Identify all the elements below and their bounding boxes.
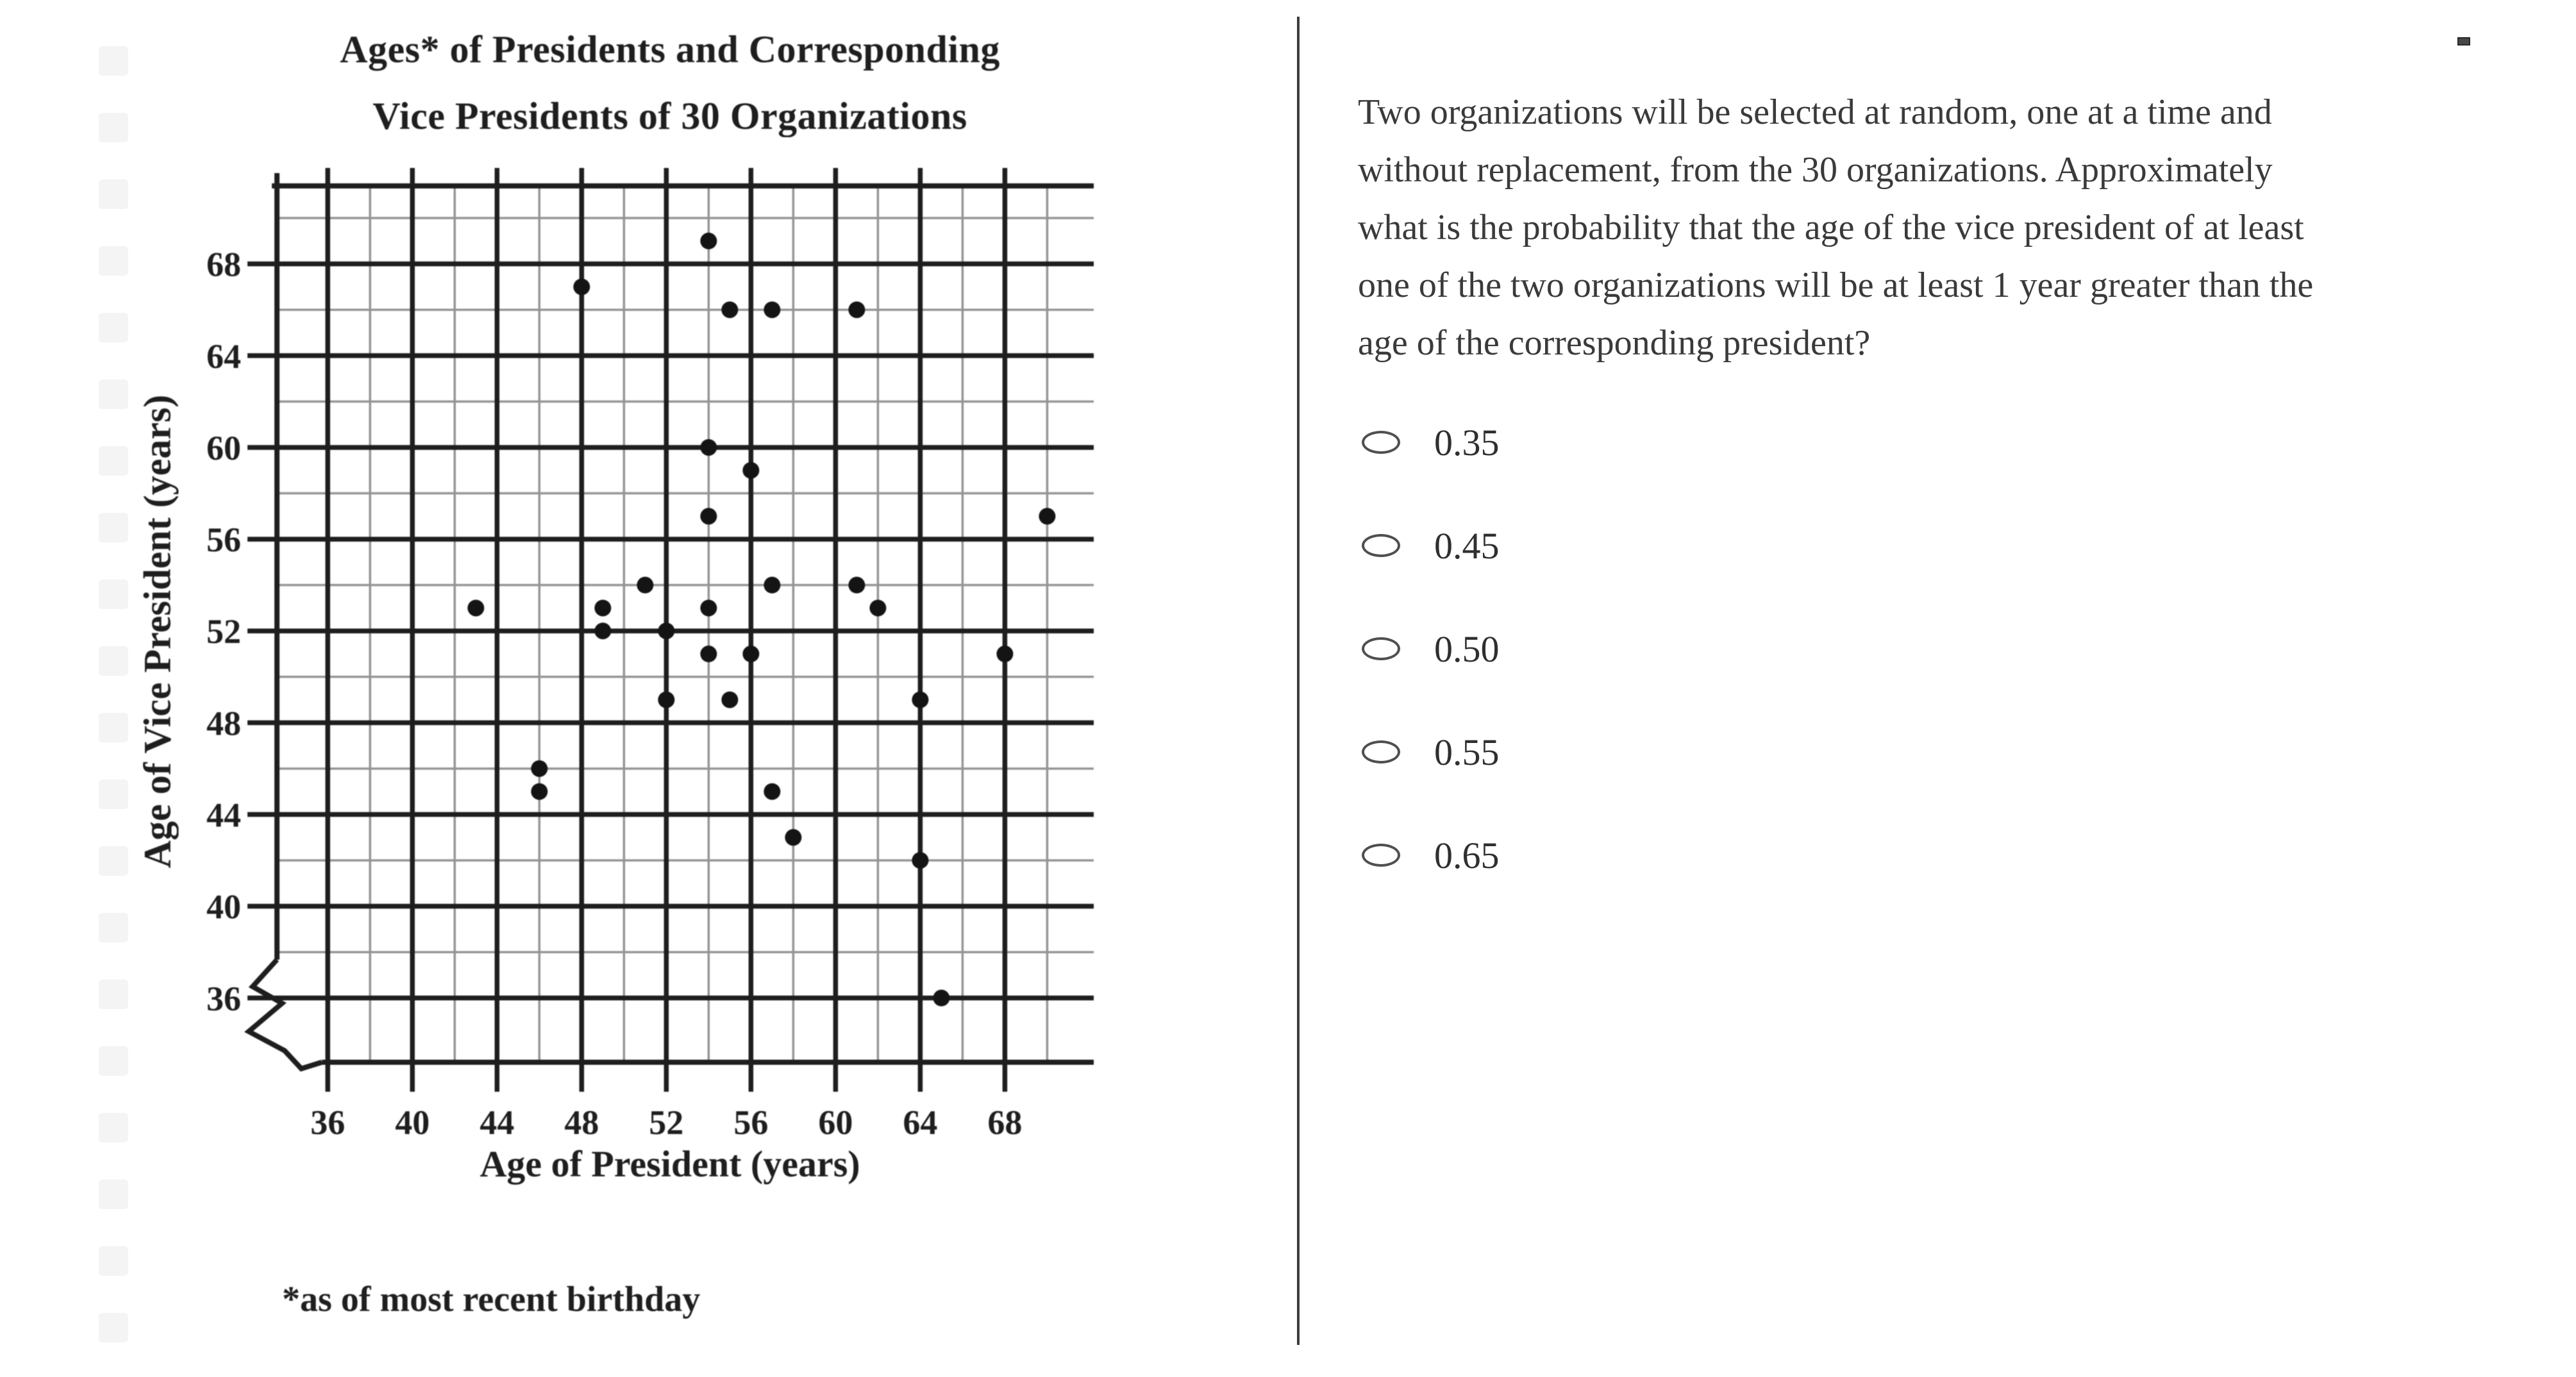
data-point bbox=[700, 439, 717, 456]
question-line-3: what is the probability that the age of the vice president of at least bbox=[1358, 208, 2304, 247]
answer-option-4[interactable] bbox=[1358, 733, 1500, 771]
radio-button-icon[interactable] bbox=[1362, 740, 1400, 764]
x-tick-label: 64 bbox=[903, 1103, 938, 1142]
data-point bbox=[912, 692, 928, 708]
chart-title-line-1: Ages* of Presidents and Corresponding bbox=[340, 28, 1000, 71]
answer-options bbox=[1358, 423, 1500, 874]
x-tick-label: 36 bbox=[310, 1103, 346, 1142]
chart-title bbox=[173, 16, 1167, 149]
answer-option-label: 0.45 bbox=[1434, 524, 1500, 567]
chart-title-line-2: Vice Presidents of 30 Organizations bbox=[372, 95, 967, 137]
data-point bbox=[467, 599, 484, 616]
data-point bbox=[742, 462, 759, 479]
radio-button-icon[interactable] bbox=[1362, 534, 1400, 557]
data-point bbox=[848, 577, 865, 594]
x-tick-label: 52 bbox=[649, 1103, 684, 1142]
x-axis-label: Age of President (years) bbox=[480, 1143, 860, 1185]
answer-option-1[interactable] bbox=[1358, 423, 1500, 462]
y-tick-label: 40 bbox=[206, 887, 241, 926]
panel-divider bbox=[1297, 17, 1300, 1345]
y-tick-label: 52 bbox=[206, 612, 241, 651]
y-tick-label: 64 bbox=[206, 337, 241, 376]
radio-button-icon[interactable] bbox=[1362, 844, 1400, 867]
data-point bbox=[594, 599, 611, 616]
data-point bbox=[933, 990, 949, 1006]
data-point bbox=[531, 783, 548, 800]
data-point bbox=[764, 301, 780, 318]
y-tick-label: 56 bbox=[206, 521, 241, 560]
x-tick-label: 40 bbox=[395, 1103, 430, 1142]
scatter-plot bbox=[194, 157, 1113, 1146]
answer-option-label: 0.35 bbox=[1434, 421, 1500, 463]
question-line-5: age of the corresponding president? bbox=[1358, 323, 1871, 363]
chart-footnote: *as of most recent birthday bbox=[282, 1280, 701, 1319]
data-point bbox=[531, 760, 548, 777]
question-text bbox=[1358, 83, 2461, 372]
x-tick-label: 68 bbox=[987, 1103, 1023, 1142]
x-tick-label: 56 bbox=[733, 1103, 769, 1142]
data-point bbox=[996, 646, 1013, 662]
answer-option-3[interactable] bbox=[1358, 630, 1500, 668]
axis-break-icon bbox=[249, 960, 322, 1069]
y-tick-label: 60 bbox=[206, 428, 241, 467]
question-line-4: one of the two organizations will be at least 1 year greater than the bbox=[1358, 265, 2314, 305]
data-point bbox=[700, 233, 717, 249]
answer-option-5[interactable] bbox=[1358, 836, 1500, 874]
question-panel bbox=[1358, 0, 2512, 1377]
radio-button-icon[interactable] bbox=[1362, 431, 1400, 454]
question-line-1: Two organizations will be selected at random, one at a time and bbox=[1358, 92, 2272, 132]
y-tick-label: 44 bbox=[206, 796, 241, 835]
data-point bbox=[785, 829, 801, 846]
y-tick-label: 48 bbox=[206, 704, 241, 743]
question-line-2: without replacement, from the 30 organizations. Approximately bbox=[1358, 150, 2273, 190]
cursor-artifact bbox=[2457, 37, 2470, 46]
data-point bbox=[848, 301, 865, 318]
answer-option-label: 0.65 bbox=[1434, 834, 1500, 876]
data-point bbox=[764, 577, 780, 594]
answer-option-label: 0.50 bbox=[1434, 628, 1500, 670]
y-tick-label: 36 bbox=[206, 979, 241, 1018]
answer-option-2[interactable] bbox=[1358, 526, 1500, 565]
data-point bbox=[742, 646, 759, 662]
data-point bbox=[721, 301, 738, 318]
data-point bbox=[658, 692, 674, 708]
answer-option-label: 0.55 bbox=[1434, 731, 1500, 773]
data-point bbox=[721, 692, 738, 708]
x-tick-label: 48 bbox=[564, 1103, 599, 1142]
data-point bbox=[700, 508, 717, 524]
data-point bbox=[594, 622, 611, 639]
data-point bbox=[573, 278, 590, 295]
data-point bbox=[700, 646, 717, 662]
y-tick-label: 68 bbox=[206, 245, 241, 284]
data-point bbox=[700, 599, 717, 616]
radio-button-icon[interactable] bbox=[1362, 637, 1400, 660]
y-axis-label: Age of Vice President (years) bbox=[136, 394, 179, 869]
x-tick-label: 60 bbox=[818, 1103, 853, 1142]
data-point bbox=[869, 599, 886, 616]
data-point bbox=[912, 852, 928, 869]
data-point bbox=[1039, 508, 1055, 524]
data-point bbox=[764, 783, 780, 800]
x-tick-label: 44 bbox=[480, 1103, 515, 1142]
data-point bbox=[658, 622, 674, 639]
data-point bbox=[637, 577, 653, 594]
